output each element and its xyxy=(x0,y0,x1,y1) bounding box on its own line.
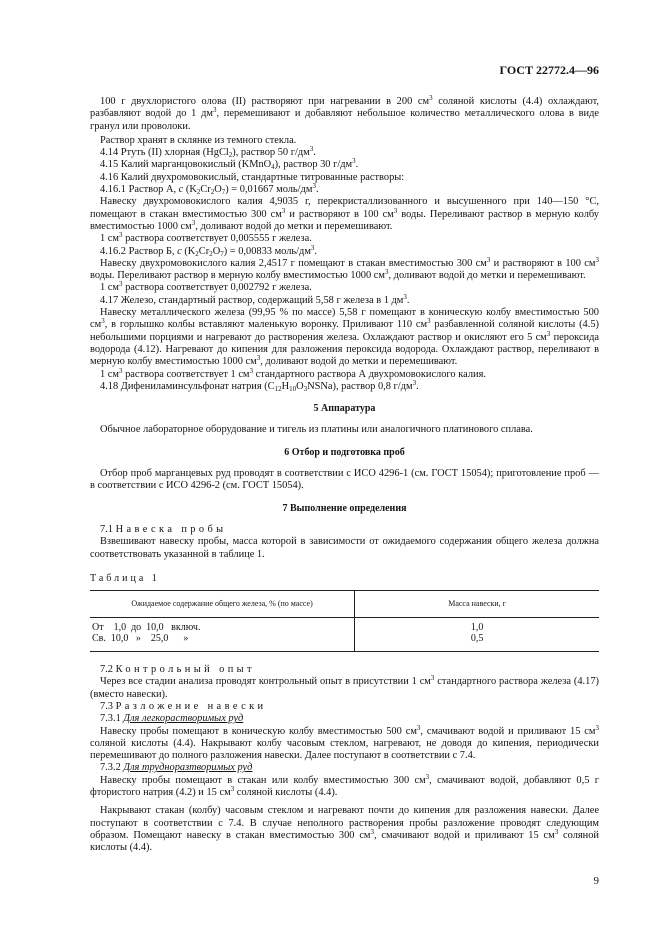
paragraph-equivalence-iron: 1 $см^3$ раствора соответствует 1 $см^3$ стандартного раствора А двухромовокислого калия. xyxy=(100,366,486,380)
paragraph-storage: Раствор хранят в склянке из темного стекла. xyxy=(100,134,297,146)
section-heading-6: 6 Отбор и подготовка проб xyxy=(284,446,405,458)
table-row xyxy=(90,618,599,652)
item-4-16: 4.16 Калий двухромовокислый, стандартные титрованные растворы: xyxy=(100,171,405,183)
paragraph-apparatus: Обычное лабораторное оборудование и тигель из платины или аналогичного платинового сплава. xyxy=(100,424,533,436)
table-caption: Таблица 1 xyxy=(90,572,160,584)
table-header-row xyxy=(90,591,599,618)
item-4-14: 4.14 Ртуть (II) хлорная (HgCl$_2$), раствор 50 $г/дм^3$. xyxy=(100,145,316,160)
document-body xyxy=(90,96,599,855)
item-4-15: 4.15 Калий марганцовокислый (KMnO$_4$), раствор 30 $г/дм^3$. xyxy=(100,157,359,172)
subheading-7-2: 7.2 Контрольный опыт xyxy=(100,664,255,676)
subheading-7-3-1: 7.3.1 Для легкорастворимых руд xyxy=(100,713,244,725)
paragraph-easy-soluble: Навеску пробы помещают в коническую колбу вместимостью 500 $см^3$, смачивают водой и приливают 15 $см^3$ соляной кислоты (4.4). Накрывают колбу часовым стеклом, нагревают, не доводя до кипения, периодически перемешивают до полного разложения навески. Далее поступают в соответствии с 7.4. xyxy=(90,723,599,762)
table-cell-mass: 1,0 0,5 xyxy=(355,618,599,652)
table-header-content: Ожидаемое содержание общего железа, % (по массе) xyxy=(90,591,355,618)
item-4-16-1: 4.16.1 Раствор А, с $(K_2Cr_2O_7) = 0,01667$ моль/$дм^3$. xyxy=(100,182,319,197)
paragraph-control-test: Через все стадии анализа проводят контрольный опыт в присутствии 1 $см^3$ стандартного раствора железа (4.17) (вместо навески). xyxy=(90,674,599,700)
paragraph-hard-soluble: Навеску пробы помещают в стакан или колбу вместимостью 300 $см^3$, смачивают водой, добавляют 0,5 г фтористого натрия (4.2) и 15 $см^3$ соляной кислоты (4.4). xyxy=(90,772,599,799)
paragraph-tin-chloride: 100 г двухлористого олова (II) растворяют при нагревании в 200 $см^3$ соляной кислоты (4.4) охлаждают, разбавляют водой до 1 $дм^3$, перемешивают и добавляют небольшое количество металлического олова в виде гранул или проволоки. xyxy=(90,94,599,132)
paragraph-iron-standard: Навеску металлического железа (99,95 % по массе) 5,58 г помещают в коническую колбу вместимостью 500 $см^3$, в горлышко колбы вставляют маленькую воронку. Приливают 110 $см^3$ разбавленной соляной кислоты (4.5) небольшими порциями и нагревают до растворения железа. Охлаждают раствор и окисляют его 5 $см^3$ пероксида водорода (4.12). Нагревают до кипения для разложения пероксида водорода. Охлаждают раствор, переливают в мерную колбу вместимостью 1000 $см^3$, доливают водой до метки и перемешивают. xyxy=(90,307,599,368)
table-sample-mass xyxy=(90,590,599,652)
table-header-mass: Масса навески, г xyxy=(355,591,599,618)
paragraph-sampling: Отбор проб марганцевых руд проводят в соответствии с ИСО 4296-1 (см. ГОСТ 15054); приготовление проб — в соответствии с ИСО 4296-2 (см. ГОСТ 15054). xyxy=(90,468,599,492)
paragraph-equivalence-b: 1 $см^3$ раствора соответствует 0,002792 г железа. xyxy=(100,280,312,294)
paragraph-decomposition: Накрывают стакан (колбу) часовым стеклом и нагревают почти до кипения для разложения навески. Далее поступают в соответствии с 7.4. В случае неполного растворения пробы разложение проводят следующим образом. Помещают навеску в стакан вместимостью 300 $см^3$, смачивают водой и приливают 15 $см^3$ соляной кислоты (4.4). xyxy=(90,805,599,854)
paragraph-solution-b: Навеску двухромовокислого калия 2,4517 г помещают в стакан вместимостью 300 $см^3$ и растворяют в 100 $см^3$ воды. Переливают раствор в мерную колбу вместимостью 1000 $см^3$, доливают водой до метки и перемешивают. xyxy=(90,255,599,282)
page-number: 9 xyxy=(593,875,599,887)
item-4-16-2: 4.16.2 Раствор Б, с $(K_2Cr_2O_7) = 0,00833$ моль/$дм^3$. xyxy=(100,243,318,258)
item-4-17: 4.17 Железо, стандартный раствор, содержащий 5,58 г железа в 1 $дм^3$. xyxy=(100,292,410,306)
subheading-7-3: 7.3 Разложение навески xyxy=(100,700,267,712)
paragraph-sample-mass: Взвешивают навеску пробы, масса которой в зависимости от ожидаемого содержания общего железа должна соответствовать указанной в таблице 1. xyxy=(90,536,599,560)
paragraph-solution-a: Навеску двухромовокислого калия 4,9035 г, перекристаллизованного и высушенного при 140—150 °С, помещают в стакан вместимостью 300 $см^3$ и растворяют в 100 $см^3$ воды. Переливают раствор в мерную колбу вместимостью 1000 $см^3$, доливают водой до метки и перемешивают. xyxy=(90,196,600,232)
subheading-7-3-2: 7.3.2 Для трудноразтворимых руд xyxy=(100,762,253,774)
table-cell-content: От 1,0 до 10,0 включ. Св. 10,0 » 25,0 » xyxy=(90,618,355,652)
document-header: ГОСТ 22772.4—96 xyxy=(499,63,599,77)
item-4-18: 4.18 Дифениламинсульфонат натрия $(C_{12}H_{10}O_3NSNa)$, раствор 0,8 $г/дм^3$. xyxy=(100,378,419,393)
section-heading-7: 7 Выполнение определения xyxy=(282,502,407,514)
section-heading-5: 5 Аппаратура xyxy=(313,403,376,415)
subheading-7-1: 7.1 Навеска пробы xyxy=(100,523,227,535)
paragraph-equivalence-a: 1 $см^3$ раствора соответствует 0,005555 г железа. xyxy=(100,231,312,245)
